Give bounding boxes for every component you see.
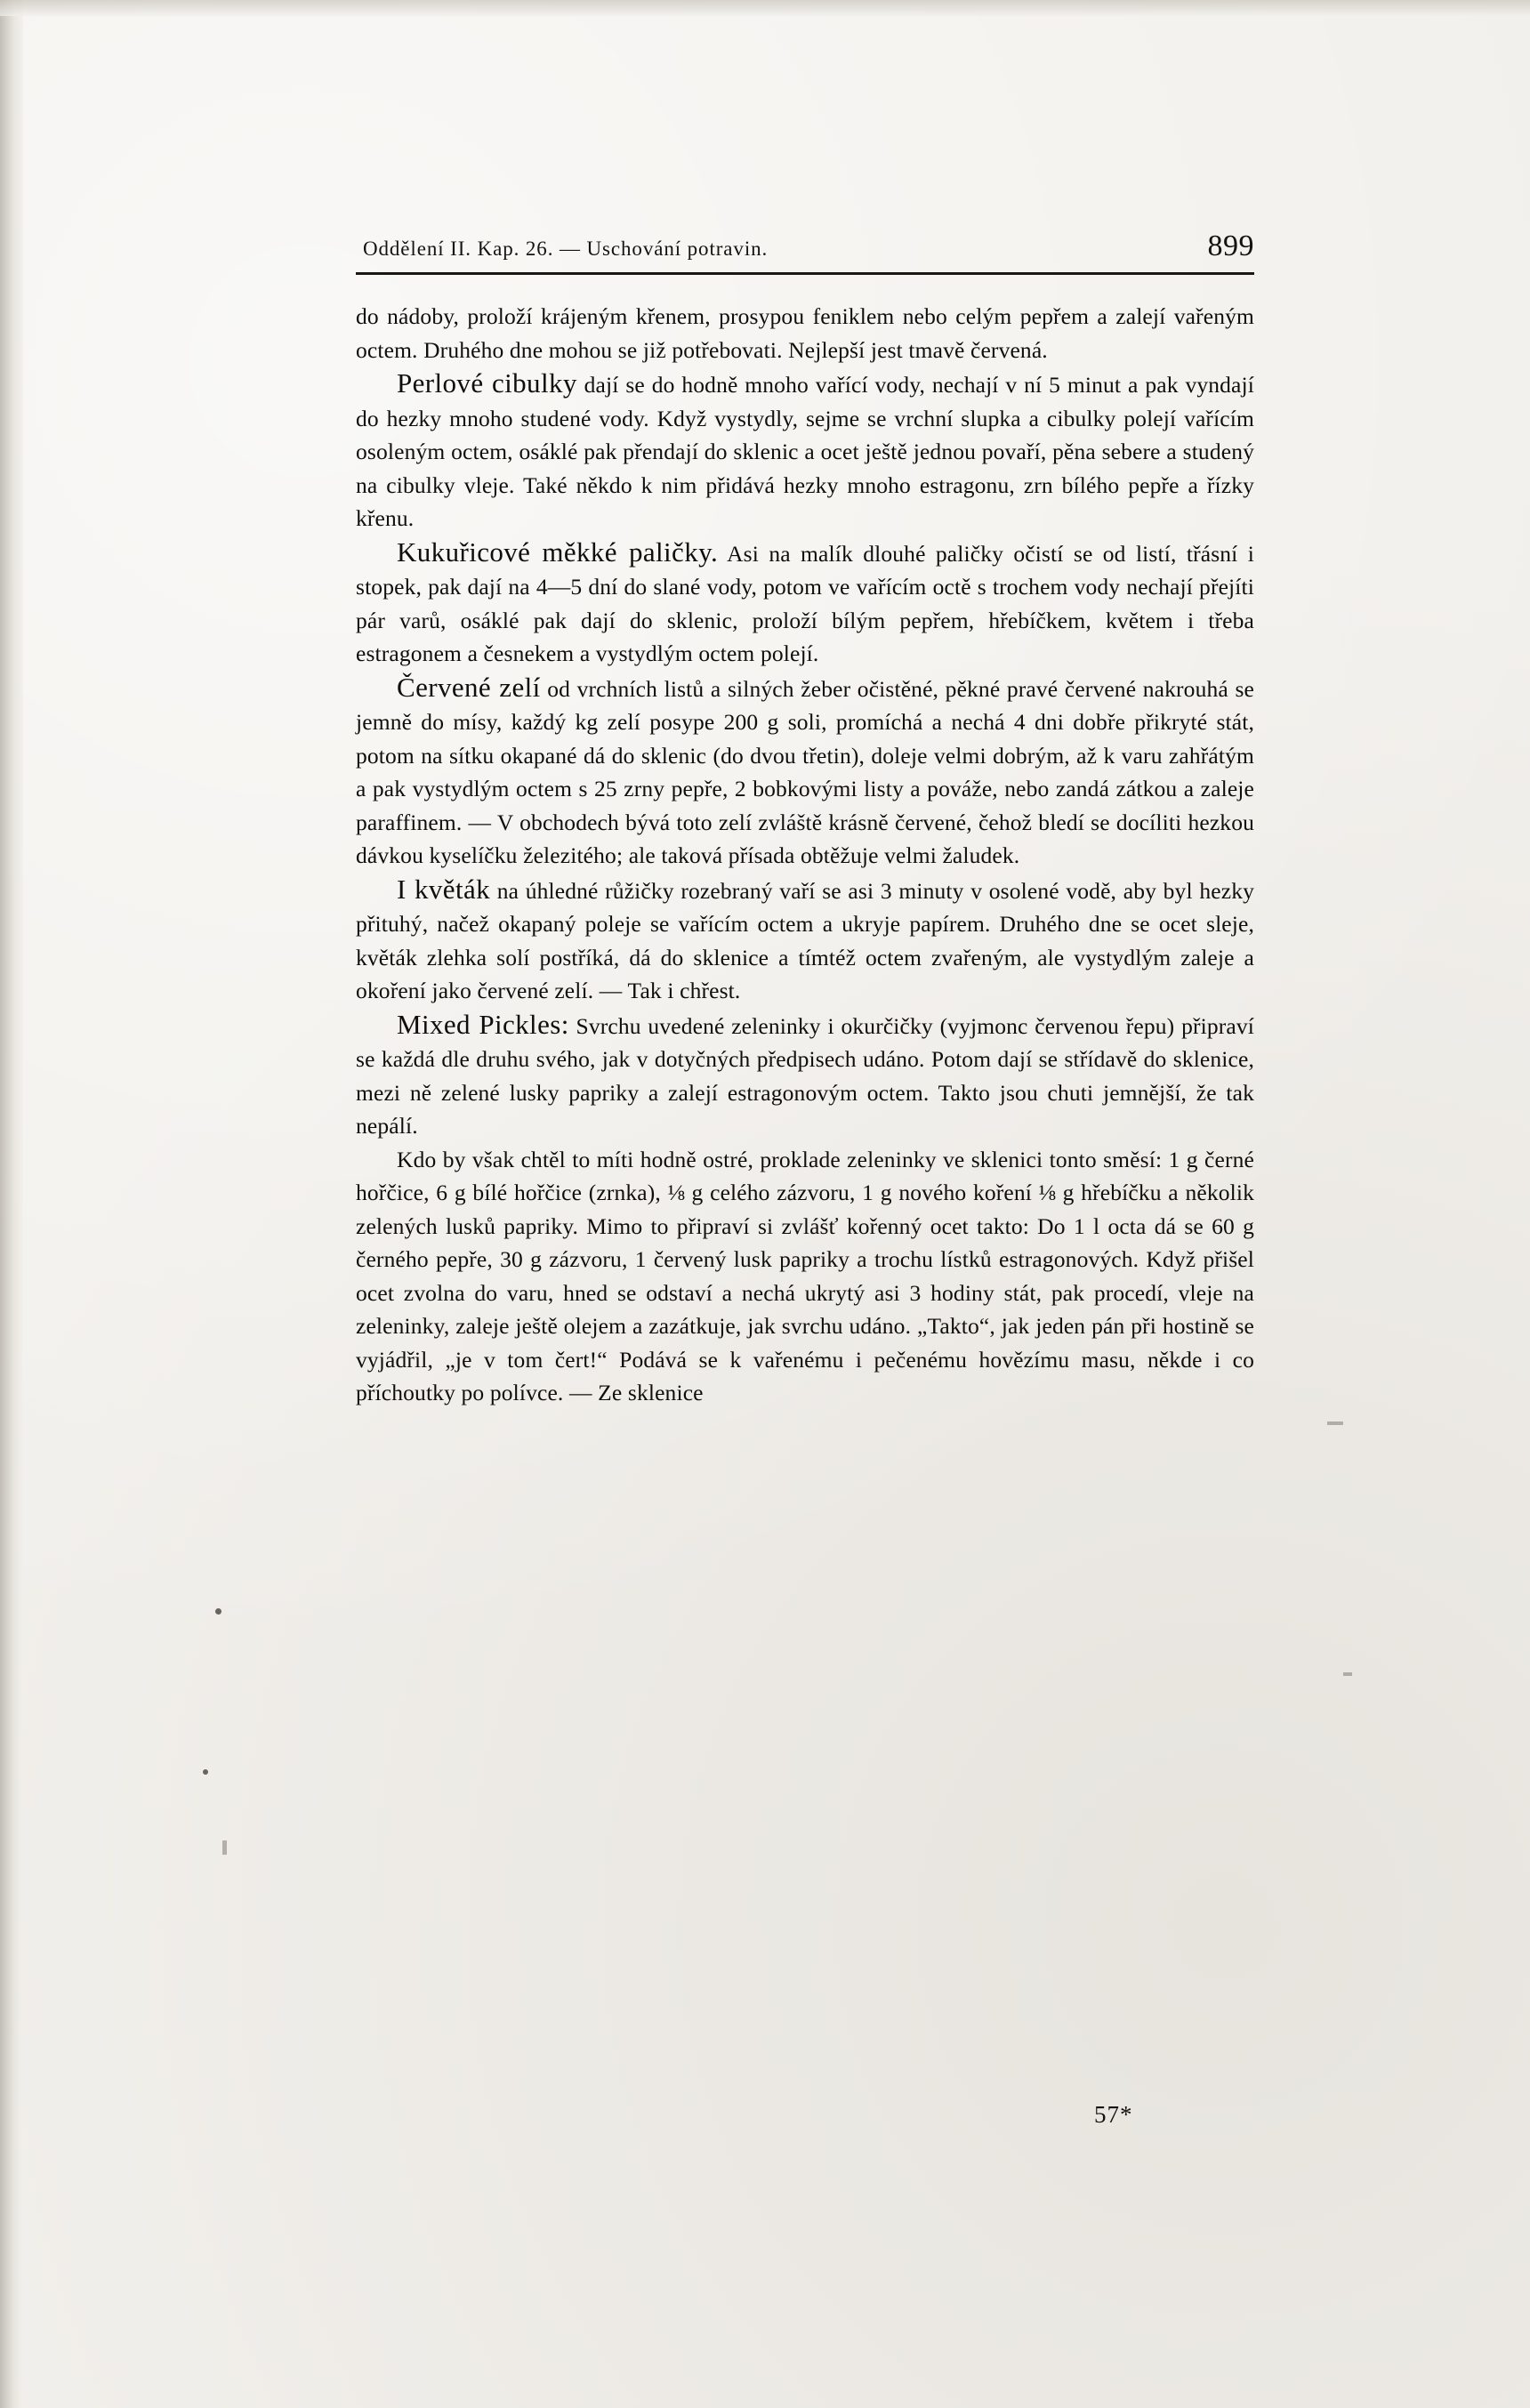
running-head [356,230,1254,263]
paragraph-2-text: dají se do hodně mnoho vařící vody, nechají v ní 5 minut a pak vyndají do hezky mnoho studené vody. Když vystydly, sejme se vrchní slupka a cibulky polejí vařícím osoleným octem, osáklé pak přendají do sklenic a ocet ještě jednou povaří, pěna sebere a studený na cibulky vleje. Také někdo k nim přidává hezky mnoho estragonu, zrn bílého pepře a řízky křenu. [356,372,1254,531]
page-edge-shadow-top [0,0,1530,16]
scan-speck [222,1840,227,1855]
scan-speck [203,1769,208,1775]
page-edge-shadow-left [0,0,23,2408]
scan-speck [1343,1672,1352,1676]
page-number: 899 [1207,230,1254,262]
header-rule [356,272,1254,275]
paragraph-4-lead: Červené zelí [397,671,541,703]
scan-speck [215,1608,221,1615]
paragraph-6 [356,1008,1254,1143]
paragraph-6-lead: Mixed Pickles: [397,1008,569,1040]
paragraph-1-text: do nádoby, proloží krájeným křenem, prosypou feniklem nebo celým pepřem a zalejí vařeným octem. Druhého dne mohou se již potřebovati. Nejlepší jest tmavě červená. [356,303,1254,363]
paragraph-3-text: Asi na malík dlouhé paličky očistí se od listí, třásní i stopek, pak dají na 4—5 dní do slané vody, potom ve vařícím octě s trochem vody nechají přejíti pár varů, osáklé pak dají do sklenic, proloží bílým pepřem, hřebíčkem, květem i třeba estragonem a česnekem a vystydlým octem polejí. [356,540,1254,666]
paragraph-7 [356,1143,1254,1410]
paragraph-3-lead: Kukuřicové měkké paličky. [397,536,719,568]
paragraph-4-text: od vrchních listů a silných žeber očistěné, pěkné pravé červené nakrouhá se jemně do mísy, každý kg zelí posype 200 g soli, promíchá a nechá 4 dni dobře přikryté stát, potom na sítku okapané dá do sklenic (do dvou třetin), doleje velmi dobrým, až k varu zahřátým a pak vystydlým octem s 25 zrny pepře, 2 bobkovými listy a pováže, nebo zandá zátkou a zaleje paraffinem. — V obchodech bývá toto zelí zvláště krásně červené, čehož bledí se docíliti hezkou dávkou kyselíčku železitého; ale taková přísada obtěžuje velmi žaludek. [356,675,1254,868]
page-content [356,230,1254,1410]
paragraph-5-lead: I květák [397,873,491,905]
paragraph-5-text: na úhledné růžičky rozebraný vaří se asi 3 minuty v osolené vodě, aby byl hezky přituhý, načež okapaný poleje se vařícím octem a ukryje papírem. Druhého dne se ocet sleje, květák zlehka solí postříká, dá do sklenice a tímtéž octem zvařeným, ale vystydlým zaleje a okoření jako červené zelí. — Tak i chřest. [356,877,1254,1003]
scan-speck [1327,1421,1343,1425]
paragraph-7-text: Kdo by však chtěl to míti hodně ostré, proklade zeleninky ve sklenici tonto směsí: 1 g černé hořčice, 6 g bílé hořčice (zrnka), ⅛ g celého zázvoru, 1 g nového koření ⅛ g hřebíčku a několik zelených lusků papriky. Mimo to připraví si zvlášť kořenný ocet takto: Do 1 l octa dá se 60 g černého pepře, 30 g zázvoru, 1 červený lusk papriky a trochu lístků estragonových. Když přišel ocet zvolna do varu, hned se odstaví a nechá ukrytý asi 3 hodiny stát, pak procedí, vleje na zeleninky, zaleje ještě olejem a zazátkuje, jak svrchu udáno. „Takto“, jak jeden pán při hostině se vyjádřil, „je v tom čert!“ Podává se k vařenému i pečenému hovězímu masu, někde i co příchoutky po polívce. — Ze sklenice [356,1146,1254,1405]
body-text [356,300,1254,1410]
paragraph-4 [356,671,1254,873]
paragraph-5 [356,873,1254,1008]
paragraph-2 [356,366,1254,536]
paragraph-1 [356,300,1254,366]
signature-mark: 57* [1094,2101,1133,2128]
paragraph-2-lead: Perlové cibulky [397,367,577,399]
paragraph-3 [356,536,1254,671]
paragraph-6-text: Svrchu uvedené zeleninky i okurčičky (vyjmonc červenou řepu) připraví se každá dle druhu svého, jak v dotyčných předpisech udáno. Potom dají se střídavě do sklenice, mezi ně zelené lusky papriky a zalejí estragonovým octem. Takto jsou chuti jemnější, že tak nepálí. [356,1012,1254,1139]
running-head-title: Oddělení II. Kap. 26. — Uschování potravin. [363,238,769,260]
